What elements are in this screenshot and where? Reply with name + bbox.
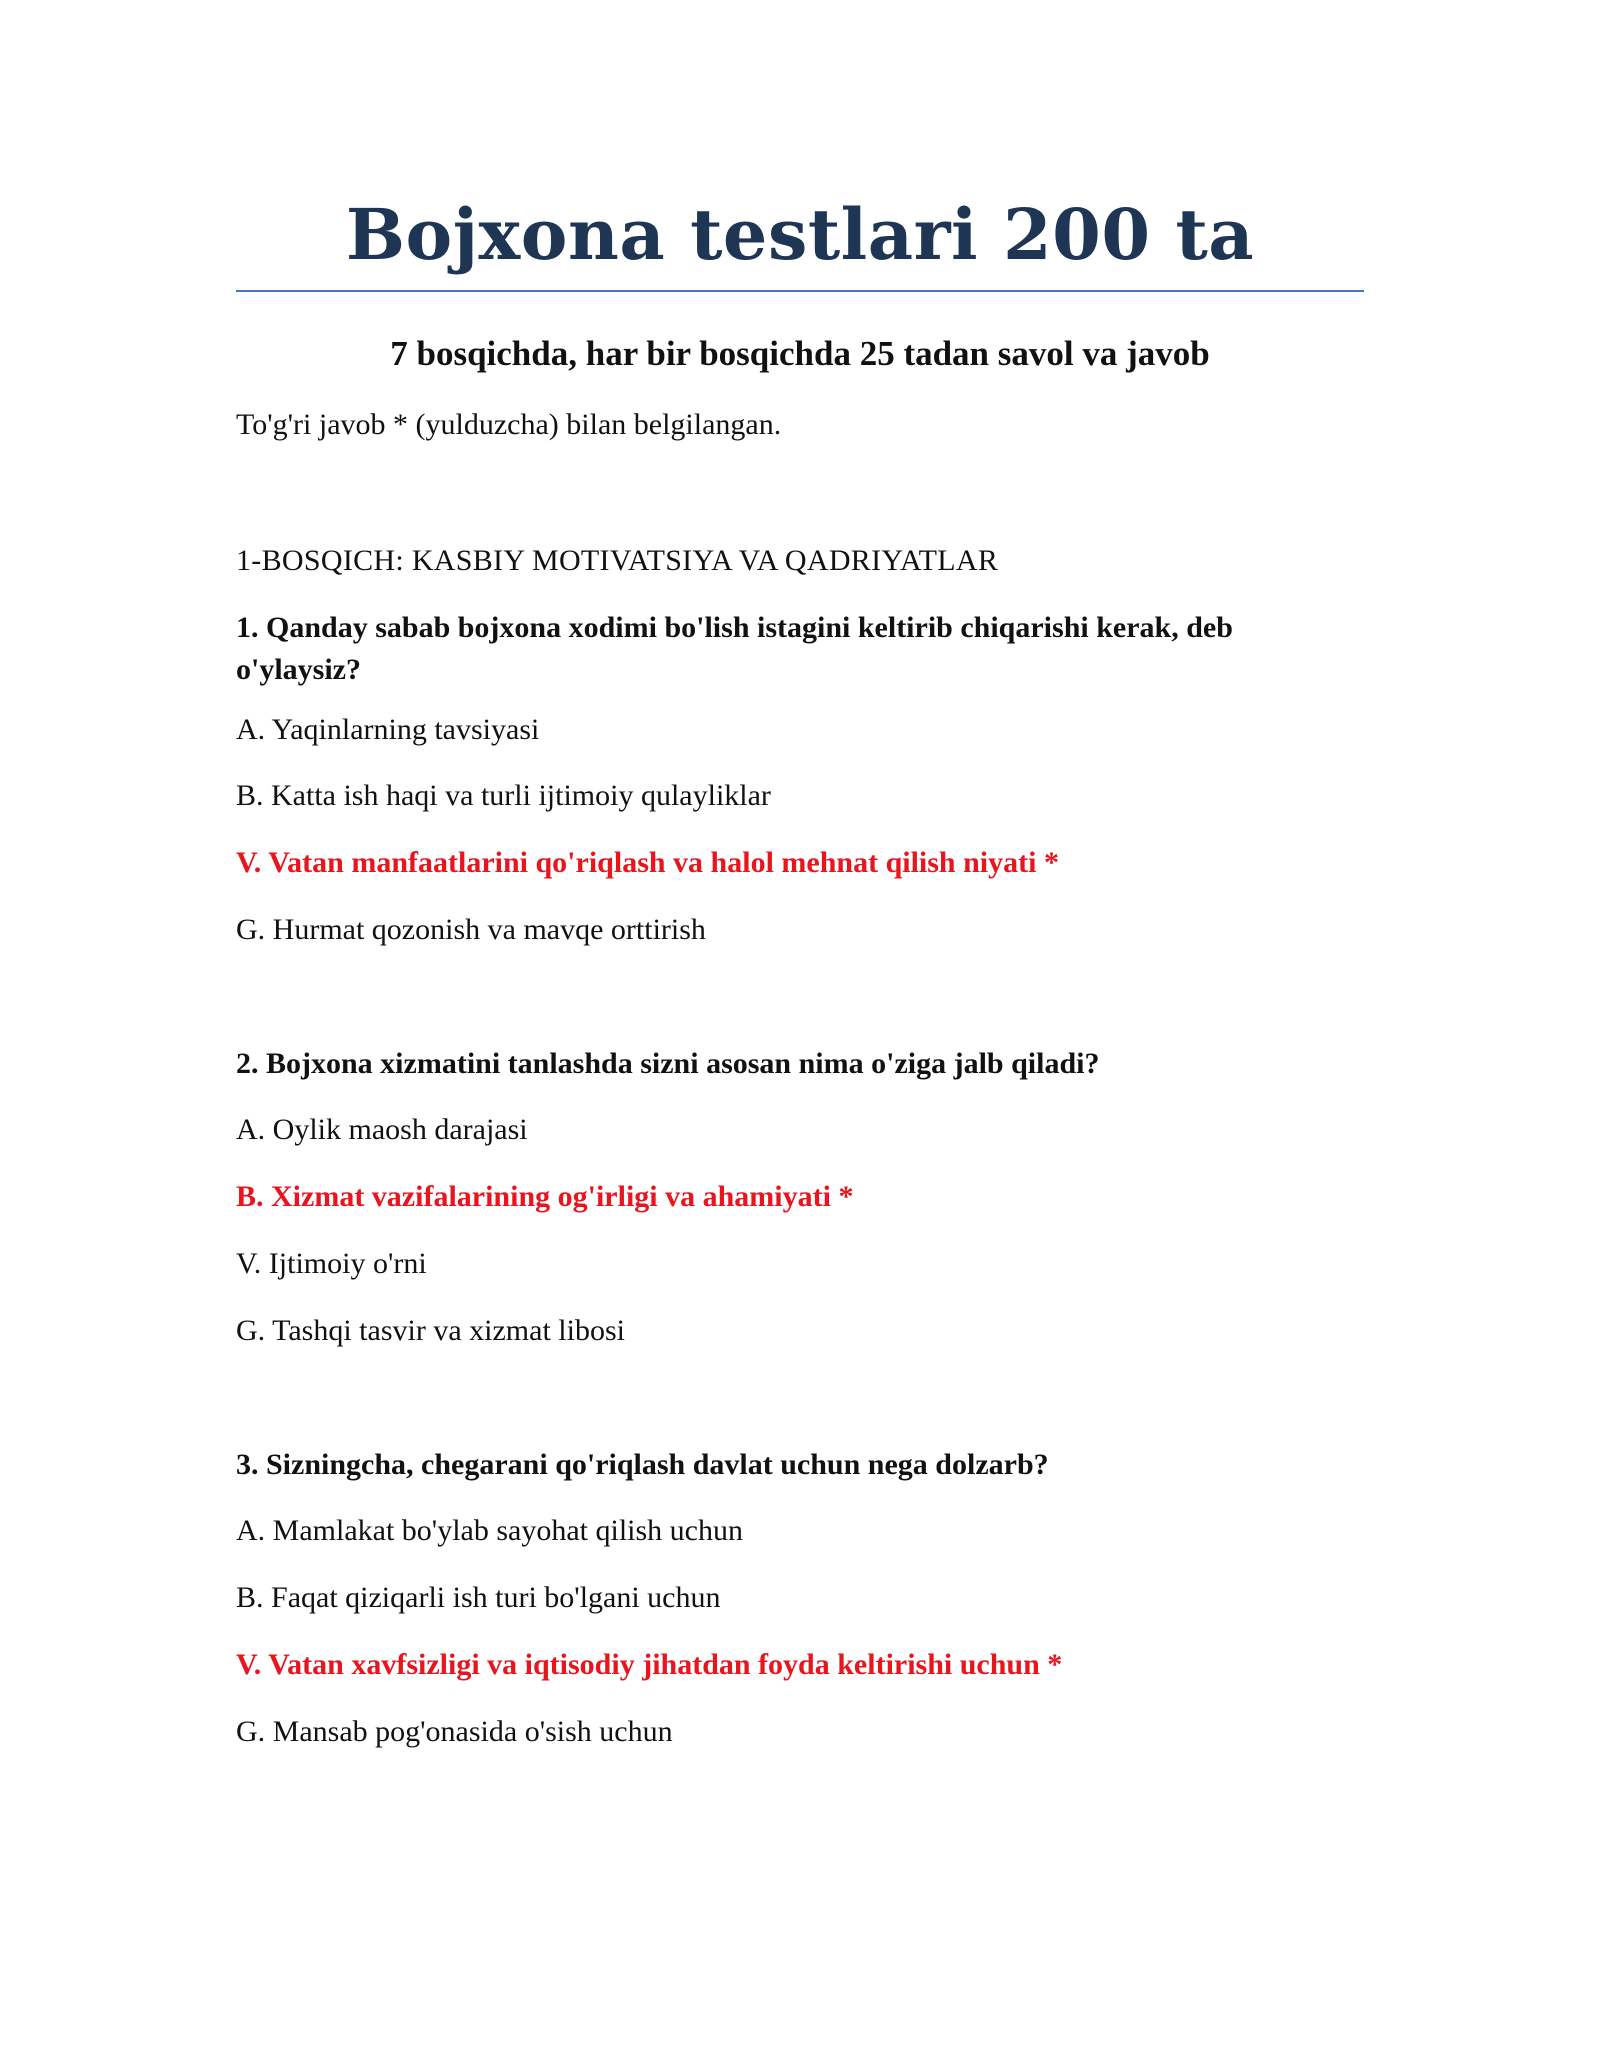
question-2-option-v: V. Ijtimoiy o'rni [236, 1247, 427, 1280]
question-3-option-a: A. Mamlakat bo'ylab sayohat qilish uchun [236, 1514, 743, 1547]
stage-heading: 1-BOSQICH: KASBIY MOTIVATSIYA VA QADRIYATLAR [236, 544, 999, 577]
question-2: 2. Bojxona xizmatini tanlashda sizni asosan nima o'ziga jalb qiladi? [236, 1047, 1100, 1080]
document-subtitle: 7 bosqichda, har bir bosqichda 25 tadan savol va javob [390, 334, 1210, 373]
title-underline-divider [236, 290, 1364, 292]
question-2-option-b-correct: B. Xizmat vazifalarining og'irligi va ahamiyati * [236, 1180, 854, 1213]
document-title: Bojxona testlari 200 ta [345, 193, 1255, 276]
answer-key-note: To'g'ri javob * (yulduzcha) bilan belgilangan. [236, 408, 782, 441]
question-2-option-a: A. Oylik maosh darajasi [236, 1113, 528, 1146]
question-1-option-a: A. Yaqinlarning tavsiyasi [236, 713, 540, 746]
question-1-option-b: B. Katta ish haqi va turli ijtimoiy qulayliklar [236, 779, 771, 812]
question-3-option-b: B. Faqat qiziqarli ish turi bo'lgani uchun [236, 1581, 721, 1614]
question-1: 1. Qanday sabab bojxona xodimi bo'lish istagini keltirib chiqarishi kerak, deb o'ylaysiz? [236, 611, 1233, 686]
question-2-option-g: G. Tashqi tasvir va xizmat libosi [236, 1314, 625, 1347]
question-3-option-g: G. Mansab pog'onasida o'sish uchun [236, 1715, 673, 1748]
question-1-option-v-correct: V. Vatan manfaatlarini qo'riqlash va halol mehnat qilish niyati * [236, 846, 1059, 879]
question-3-option-v-correct: V. Vatan xavfsizligi va iqtisodiy jihatdan foyda keltirishi uchun * [236, 1648, 1063, 1681]
question-1-option-g: G. Hurmat qozonish va mavqe orttirish [236, 913, 706, 946]
question-3: 3. Sizningcha, chegarani qo'riqlash davlat uchun nega dolzarb? [236, 1448, 1049, 1481]
